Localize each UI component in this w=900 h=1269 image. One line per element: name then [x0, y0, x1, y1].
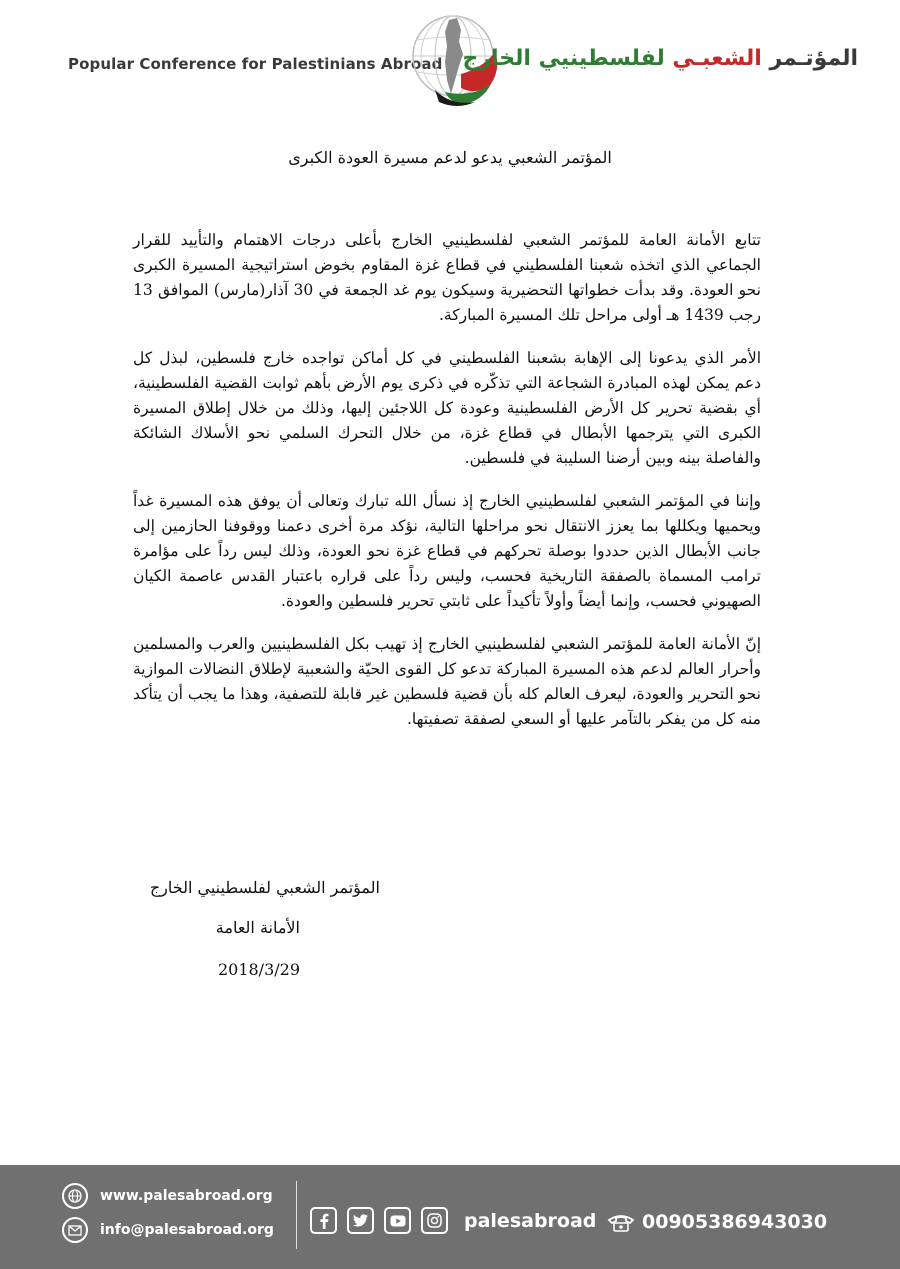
phone-number[interactable]: 00905386943030 [642, 1211, 828, 1233]
facebook-icon[interactable] [310, 1207, 337, 1234]
footer-phone[interactable] [606, 1211, 827, 1233]
footer [0, 1165, 900, 1269]
org-name-ar-part1: المؤتـمر [769, 46, 858, 71]
document-title: المؤتمر الشعبي يدعو لدعم مسيرة العودة الكبرى [288, 148, 612, 167]
social-links [310, 1207, 596, 1234]
paragraph: الأمر الذي يدعونا إلى الإهابة بشعبنا الفلسطيني في كل أماكن تواجده خارج فلسطين، لبذل كل دعم يمكن لهذه المبادرة الشجاعة التي تذكّره في ذكرى يوم الأرض بأهم ثوابت القضية الفلسطينية، أي بقضية تحرير كل الأرض الفلسطينية وعودة كل اللاجئين إليها، وذلك من خلال إطلاق المسيرة الكبرى التي يترجمها الأبطال في قطاع غزة، من خلال التحرك السلمي نحو الأسلاك الشائكة والفاصلة بينه وبين أرضنا السليبة في فلسطين. [133, 349, 761, 467]
footer-divider [296, 1181, 297, 1249]
paragraph: وإننا في المؤتمر الشعبي لفلسطينيي الخارج إذ نسأل الله تبارك وتعالى أن يوفق هذه المسيرة غداً ويحميها ويكللها بما يعزز الانتقال نحو مراحلها التالية، نؤكد مرة أخرى دعمنا ووقوفنا الحازمين إلى جانب الأبطال الذين حددوا بوصلة تحركهم في قطاع غزة نحو العودة، وذلك ليس رداً على مؤامرة ترامب المسماة بالصفقة التاريخية فحسب، وليس رداً على قراره باعتبار القدس عاصمة الكيان الصهيوني فحسب، وإنما أيضاً وأولاً تأكيداً على ثابتي تحرير فلسطين والعودة. [133, 492, 761, 610]
signature-secretariat: الأمانة العامة [215, 918, 300, 937]
letterhead [0, 0, 900, 120]
org-name-arabic [463, 46, 858, 71]
social-handle[interactable]: palesabroad [464, 1209, 597, 1232]
signature-org: المؤتمر الشعبي لفلسطينيي الخارج [149, 878, 380, 897]
mail-icon [62, 1217, 88, 1243]
globe-icon [62, 1183, 88, 1209]
instagram-icon[interactable] [421, 1207, 448, 1234]
twitter-icon[interactable] [347, 1207, 374, 1234]
website-link[interactable]: www.palesabroad.org [100, 1188, 273, 1204]
document-date: 2018/3/29 [217, 960, 300, 979]
org-name-english: Popular Conference for Palestinians Abroad [68, 55, 443, 73]
footer-email[interactable] [62, 1217, 274, 1243]
paragraph: تتابع الأمانة العامة للمؤتمر الشعبي لفلسطينيي الخارج بأعلى درجات الاهتمام والتأييد للقرار الجماعي الذي اتخذه شعبنا الفلسطيني في قطاع غزة المقاوم بخوض استراتيجية المسيرة الكبرى نحو العودة. وقد بدأت خطواتها التحضيرية وسيكون يوم غد الجمعة في 30 آذار(مارس) الموافق 13 رجب 1439 هـ أولى مراحل تلك المسيرة المباركة. [133, 231, 761, 324]
document-body [133, 228, 761, 750]
phone-icon [606, 1211, 636, 1233]
org-name-ar-part3: لفلسطينيي الخارج [462, 46, 665, 71]
email-link[interactable]: info@palesabroad.org [100, 1222, 274, 1238]
paragraph: إنّ الأمانة العامة للمؤتمر الشعبي لفلسطينيي الخارج إذ تهيب بكل الفلسطينيين والعرب والمسلمين وأحرار العالم لدعم هذه المسيرة المباركة تدعو كل القوى الحيّة والشعبية لإطلاق النضالات الموازية نحو التحرير والعودة، ليعرف العالم كله بأن قضية فلسطين غير قابلة للتصفية، وهذا ما يجب أن يتأكد منه كل من يفكر بالتآمر عليها أو السعي لصفقة تصفيتها. [133, 635, 761, 728]
footer-website[interactable] [62, 1183, 273, 1209]
youtube-icon[interactable] [384, 1207, 411, 1234]
org-name-ar-part2: الشعبـي [672, 46, 762, 71]
